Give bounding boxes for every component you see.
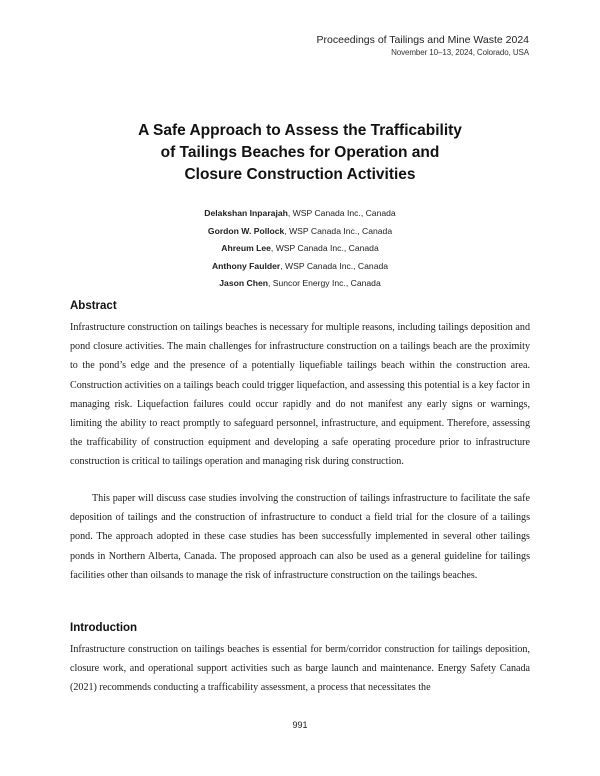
introduction-paragraph-1 [70, 640, 530, 698]
paragraph-text: Infrastructure construction on tailings beaches is essential for berm/corridor construction for tailings deposition, closure work, and operational support activities such as barge launch and maintenance. Energy Safety Canada (2021) recommends conducting a trafficability assessment, a process that necessitates the [70, 644, 530, 694]
author-entry [70, 258, 530, 276]
author-name: Ahreum Lee [221, 243, 271, 253]
author-affiliation: , WSP Canada Inc., Canada [287, 208, 396, 218]
title-line: A Safe Approach to Assess the Trafficability [138, 122, 462, 139]
abstract-paragraph-2 [70, 489, 530, 585]
title-line: of Tailings Beaches for Operation and [160, 144, 440, 161]
conference-dates-location: November 10–13, 2024, Colorado, USA [391, 48, 529, 57]
author-entry [70, 205, 530, 223]
abstract-paragraph-1 [70, 318, 530, 472]
author-affiliation: , WSP Canada Inc., Canada [270, 243, 379, 253]
author-name: Delakshan Inparajah [204, 208, 288, 218]
author-entry [70, 275, 530, 293]
page-number: 991 [292, 720, 308, 730]
author-affiliation: , WSP Canada Inc., Canada [284, 225, 393, 236]
title-line: Closure Construction Activities [184, 166, 416, 183]
author-name: Anthony Faulder [211, 260, 281, 271]
author-name: Gordon W. Pollock [207, 225, 285, 236]
author-list [70, 205, 530, 293]
paper-title [70, 120, 530, 186]
proceedings-header: Proceedings of Tailings and Mine Waste 2024 [316, 34, 529, 46]
author-affiliation: , Suncor Energy Inc., Canada [267, 278, 381, 288]
author-name: Jason Chen [219, 278, 268, 288]
abstract-heading: Abstract [70, 300, 117, 312]
paragraph-text: This paper will discuss case studies involving the construction of tailings infrastructure to facilitate the safe deposition of tailings and the construction of infrastructure to conduct a field trial for the closure of a tailings pond. The approach adopted in these case studies has been successfully implemented in several other tailings ponds in Northern Alberta, Canada. The proposed approach can also be used as a general guideline for tailings facilities other than oilsands to manage the risk of infrastructure construction on the tailings beaches. [70, 493, 530, 581]
introduction-heading: Introduction [70, 622, 138, 634]
paragraph-text: Infrastructure construction on tailings beaches is necessary for multiple reasons, including tailings deposition and pond closure activities. The main challenges for infrastructure construction on a tailings beach are the proximity to the pond’s edge and the presence of a potentially liquefiable tailings beach within the construction area. Construction activities on a tailings beach could trigger liquefaction, and assessing this potential is a key factor in managing risk. Liquefaction failures could occur rapidly and do not manifest any early signs or warnings, limiting the ability to react promptly to safeguard personnel, infrastructure, and equipment. Therefore, assessing the trafficability of construction equipment and developing a safe operating procedure prior to infrastructure construction is critical to tailings operation and managing risk during construction. [70, 322, 530, 468]
author-entry [70, 223, 530, 241]
author-entry [70, 240, 530, 258]
author-affiliation: , WSP Canada Inc., Canada [280, 260, 389, 271]
